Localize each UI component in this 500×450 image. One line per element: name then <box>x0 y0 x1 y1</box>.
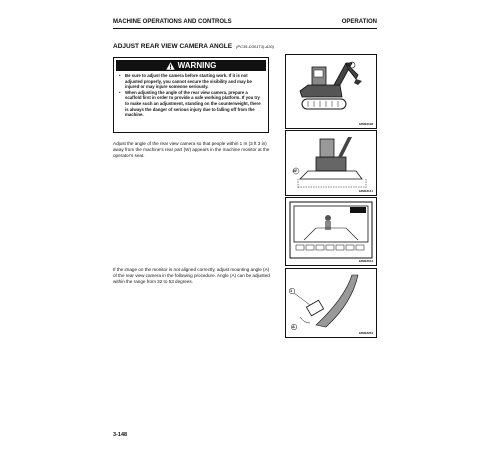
warning-item: • When adjusting the angle of the rear view camera, prepare a scaffold first in order to provide a safe working platform. If you try to make such an adjustment, standing on the counterweight, there is always the danger of serious injury due to falling off from the machine. <box>118 90 264 118</box>
excavator-illustration <box>286 55 376 128</box>
monitor-illustration <box>286 198 376 265</box>
section-title <box>113 43 274 50</box>
figure-caption: 9JM03613 <box>358 259 373 263</box>
page-header <box>113 19 377 29</box>
label-a: A <box>292 324 295 329</box>
camera-angle-illustration <box>286 269 376 337</box>
body-paragraph-2: If the image on the monitor is not aligned correctly, adjust mounting angle (A) of the rear view camera in the following procedure. Angle (A) can be adjusted within the range from 32 to 53 degrees. <box>113 267 270 284</box>
page-number: 3-148 <box>113 432 128 438</box>
header-chapter: OPERATION <box>341 19 377 25</box>
warning-box <box>113 57 269 133</box>
figure-rear-area <box>285 130 377 196</box>
figure-caption: 9JM03141 <box>358 189 373 193</box>
rear-area-illustration <box>286 131 376 195</box>
warning-list <box>118 73 264 118</box>
label-w: W <box>293 168 297 173</box>
figure-caption: 9JM03198 <box>358 122 373 126</box>
section-title-text: ADJUST REAR VIEW CAMERA ANGLE <box>113 43 233 50</box>
body-paragraph-1: Adjust the angle of the rear view camera so that people within 1 m (3 ft 3 in) away from the machine's rear part (W) appears in the machine monitor at the operator's seat. <box>113 141 270 158</box>
figure-caption: 9JM03234 <box>358 331 373 335</box>
warning-heading: WARNING <box>177 61 217 70</box>
warning-item: • Be sure to adjust the camera before starting work. If it is not adjusted properly, you cannot secure the visibility and may be injured or may injure someone seriously. <box>118 73 264 90</box>
warning-triangle-icon <box>166 62 175 70</box>
header-section-title: MACHINE OPERATIONS AND CONTROLS <box>113 19 232 25</box>
section-code: (PC35-D301T3)-A30) <box>236 44 275 49</box>
figure-excavator <box>285 54 377 129</box>
figure-camera-angle <box>285 268 377 338</box>
warning-header <box>116 60 266 71</box>
figure-monitor <box>285 197 377 266</box>
label-1: 1 <box>290 288 293 293</box>
